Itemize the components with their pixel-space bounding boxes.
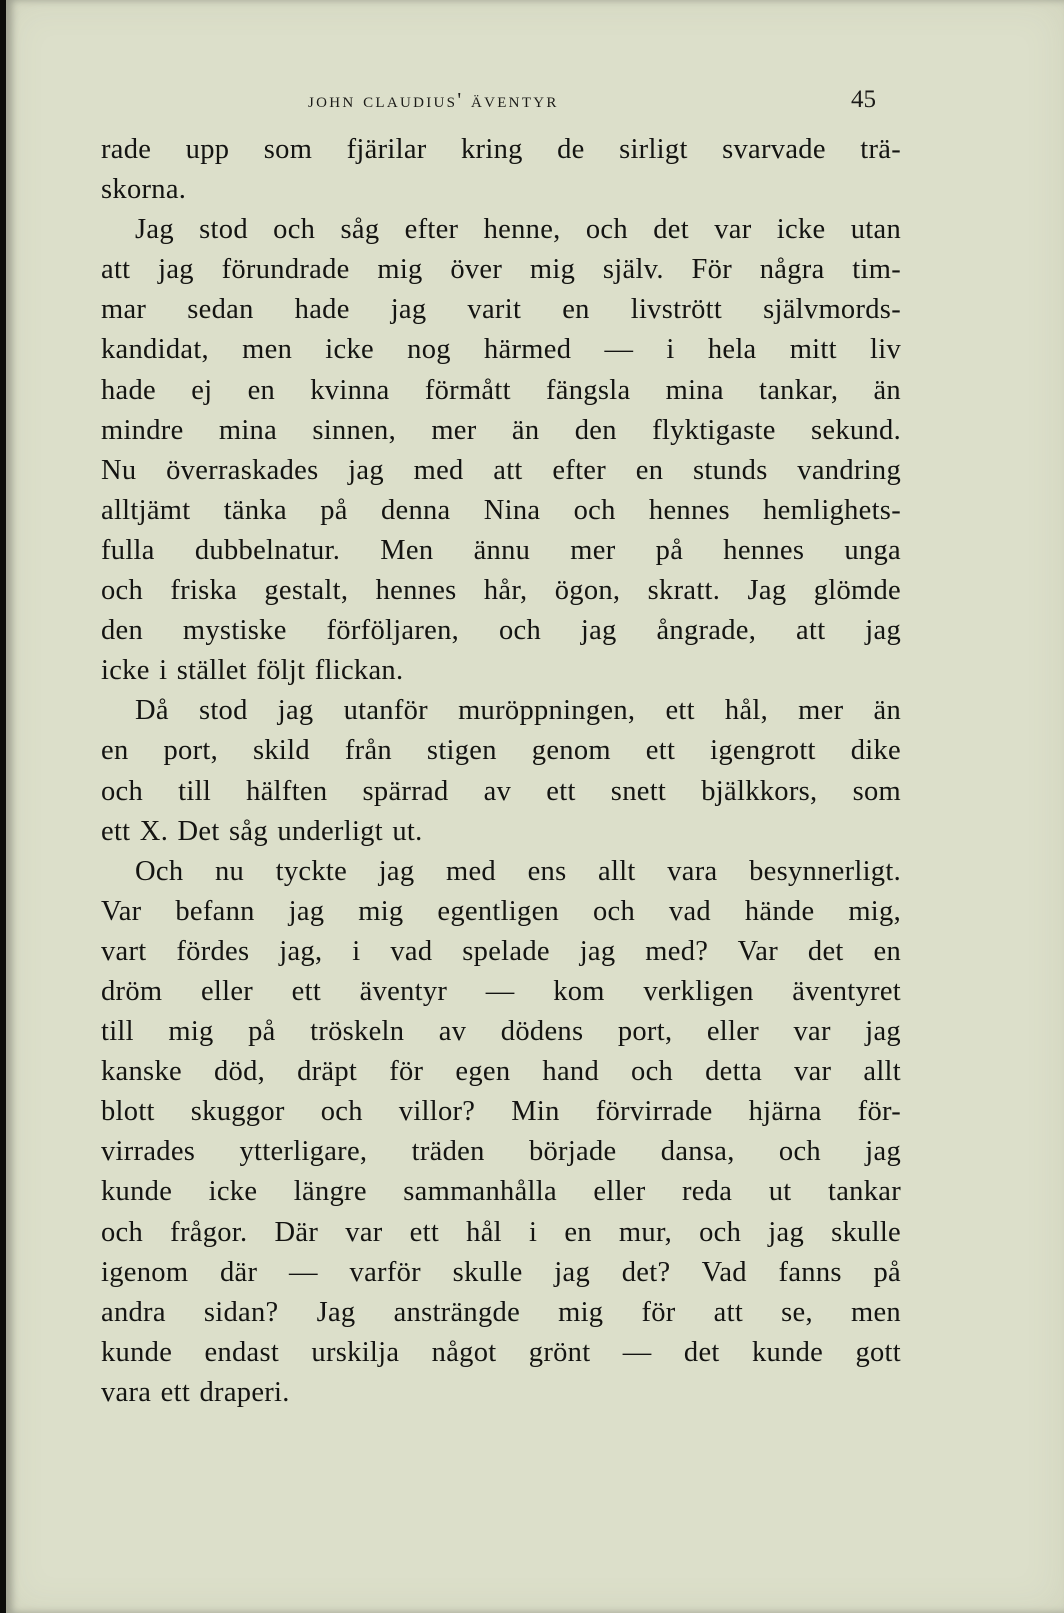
body-text — [101, 130, 901, 1413]
text-line: blott skuggor och villor? Min förvirrade hjärna för- — [101, 1096, 901, 1128]
text-line: och friska gestalt, hennes hår, ögon, skratt. Jag glömde — [101, 575, 901, 607]
text-line: rade upp som fjärilar kring de sirligt svarvade trä- — [101, 134, 901, 165]
text-line: mar sedan hade jag varit en livstrött självmords- — [101, 294, 901, 326]
running-head — [6, 82, 1064, 118]
text-line: fulla dubbelnatur. Men ännu mer på hennes unga — [101, 534, 901, 566]
text-line: Jag stod och såg efter henne, och det var icke utan — [135, 214, 901, 246]
page-number: 45 — [851, 86, 876, 113]
text-line: vara ett draperi. — [101, 1376, 290, 1408]
text-line: virrades ytterligare, träden började dansa, och jag — [101, 1136, 901, 1168]
text-line: och till hälften spärrad av ett snett bjälkkors, som — [101, 775, 901, 807]
text-line: Var befann jag mig egentligen och vad hände mig, — [101, 895, 901, 927]
text-line: mindre mina sinnen, mer än den flyktigaste sekund. — [101, 414, 901, 446]
text-line: alltjämt tänka på denna Nina och hennes hemlighets- — [101, 494, 901, 526]
text-line: kunde endast urskilja något grönt — det kunde gott — [101, 1336, 901, 1368]
text-line: dröm eller ett äventyr — kom verkligen äventyret — [101, 975, 901, 1007]
running-title: john claudius' äventyr — [308, 88, 559, 112]
text-line: kandidat, men icke nog härmed — i hela mitt liv — [101, 334, 901, 366]
text-line: skorna. — [101, 174, 187, 206]
text-line: Då stod jag utanför muröppningen, ett hål, mer än — [135, 695, 901, 727]
text-line: Nu överraskades jag med att efter en stunds vandring — [101, 454, 901, 486]
text-line: kanske död, dräpt för egen hand och detta var allt — [101, 1056, 901, 1088]
text-line: en port, skild från stigen genom ett igengrott dike — [101, 735, 901, 767]
text-line: kunde icke längre sammanhålla eller reda ut tankar — [101, 1176, 901, 1208]
text-line: den mystiske förföljaren, och jag ångrade, att jag — [101, 615, 901, 647]
text-line: icke i stället följt flickan. — [101, 655, 404, 687]
text-line: till mig på tröskeln av dödens port, eller var jag — [101, 1016, 901, 1048]
text-line: igenom där — varför skulle jag det? Vad fanns på — [101, 1256, 901, 1288]
text-line: hade ej en kvinna förmått fängsla mina tankar, än — [101, 374, 901, 406]
text-line: att jag förundrade mig över mig själv. För några tim- — [101, 254, 901, 286]
book-page — [6, 0, 1064, 1613]
text-line: Och nu tyckte jag med ens allt vara besynnerligt. — [135, 855, 901, 887]
text-line: andra sidan? Jag ansträngde mig för att se, men — [101, 1296, 901, 1328]
text-line: vart fördes jag, i vad spelade jag med? Var det en — [101, 935, 901, 967]
text-line: och frågor. Där var ett hål i en mur, och jag skulle — [101, 1216, 901, 1248]
text-line: ett X. Det såg underligt ut. — [101, 815, 423, 847]
